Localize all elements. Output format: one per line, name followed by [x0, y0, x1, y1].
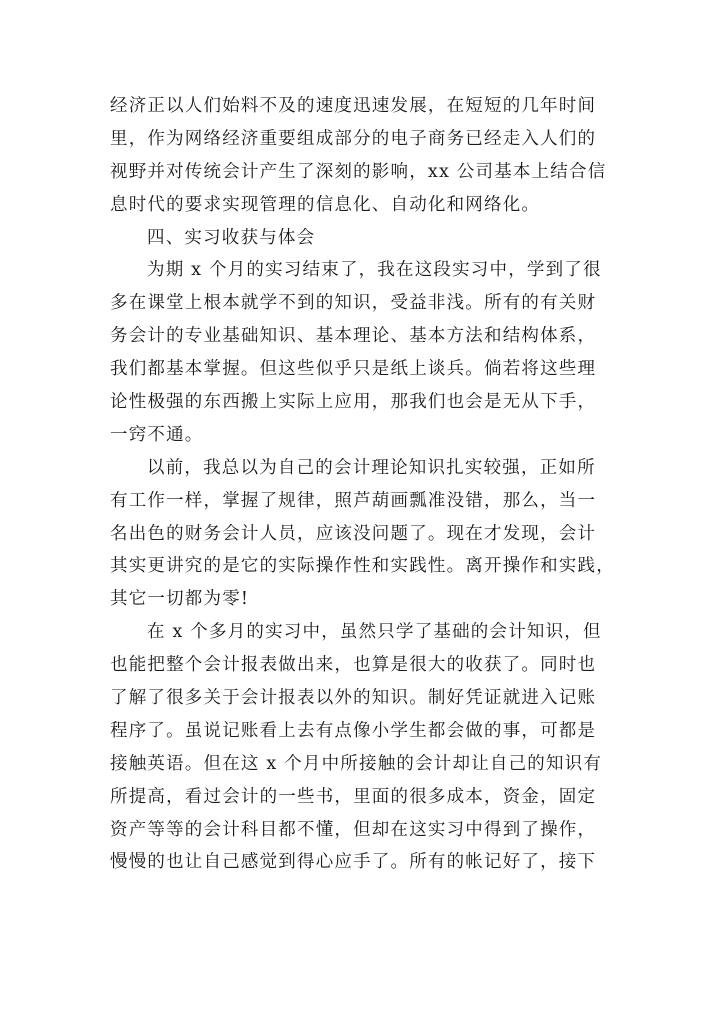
text-line: 其它一切都为零!: [110, 589, 250, 610]
text-line: 也能把整个会计报表做出来，也算是很大的收获了。同时也: [110, 655, 597, 676]
text-line: 其实更讲究的是它的实际操作性和实践性。离开操作和实践，: [110, 556, 615, 577]
text-line: 里，作为网络经济重要组成部分的电子商务已经走入人们的: [110, 128, 597, 149]
text-line: 所提高，看过会计的一些书，里面的很多成本，资金，固定: [110, 786, 597, 807]
text-line: 在 x 个多月的实习中，虽然只学了基础的会计知识，但: [147, 622, 602, 643]
text-line: 息时代的要求实现管理的信息化、自动化和网络化。: [110, 194, 541, 215]
text-line: 四、实习收获与体会: [147, 227, 316, 248]
text-line: 务会计的专业基础知识、基本理论、基本方法和结构体系，: [110, 326, 597, 347]
text-line: 一窍不通。: [110, 424, 204, 445]
text-line: 经济正以人们始料不及的速度迅速发展，在短短的几年时间: [110, 96, 597, 116]
text-line: 程序了。虽说记账看上去有点像小学生都会做的事，可都是: [110, 720, 597, 741]
text-line: 多在课堂上根本就学不到的知识，受益非浅。所有的有关财: [110, 293, 597, 314]
paragraph: [110, 254, 620, 451]
text-line: 资产等等的会计科目都不懂，但却在这实习中得到了操作，: [110, 819, 597, 840]
text-line: 慢慢的也让自己感觉到得心应手了。所有的帐记好了，接下: [110, 852, 597, 873]
text-line: 了解了很多关于会计报表以外的知识。制好凭证就进入记账: [110, 688, 597, 709]
text-line: 为期 x 个月的实习结束了，我在这段实习中，学到了很: [147, 260, 602, 281]
paragraph: [110, 452, 620, 616]
paragraph: [110, 616, 620, 879]
text-line: 视野并对传统会计产生了深刻的影响，xx 公司基本上结合信: [110, 161, 607, 182]
paragraph: [110, 90, 620, 222]
text-line: 我们都基本掌握。但这些似乎只是纸上谈兵。倘若将这些理: [110, 359, 597, 380]
text-line: 有工作一样，掌握了规律，照芦葫画瓢准没错，那么，当一: [110, 490, 597, 511]
text-line: 名出色的财务会计人员，应该没问题了。现在才发现，会计: [110, 523, 597, 544]
paragraph: [110, 222, 620, 255]
text-line: 接触英语。但在这 x 个月中所接触的会计却让自己的知识有: [110, 753, 603, 774]
text-line: 论性极强的东西搬上实际上应用，那我们也会是无从下手，: [110, 392, 597, 413]
text-line: 以前，我总以为自己的会计理论知识扎实较强，正如所: [147, 457, 596, 478]
document-body: [110, 90, 620, 879]
